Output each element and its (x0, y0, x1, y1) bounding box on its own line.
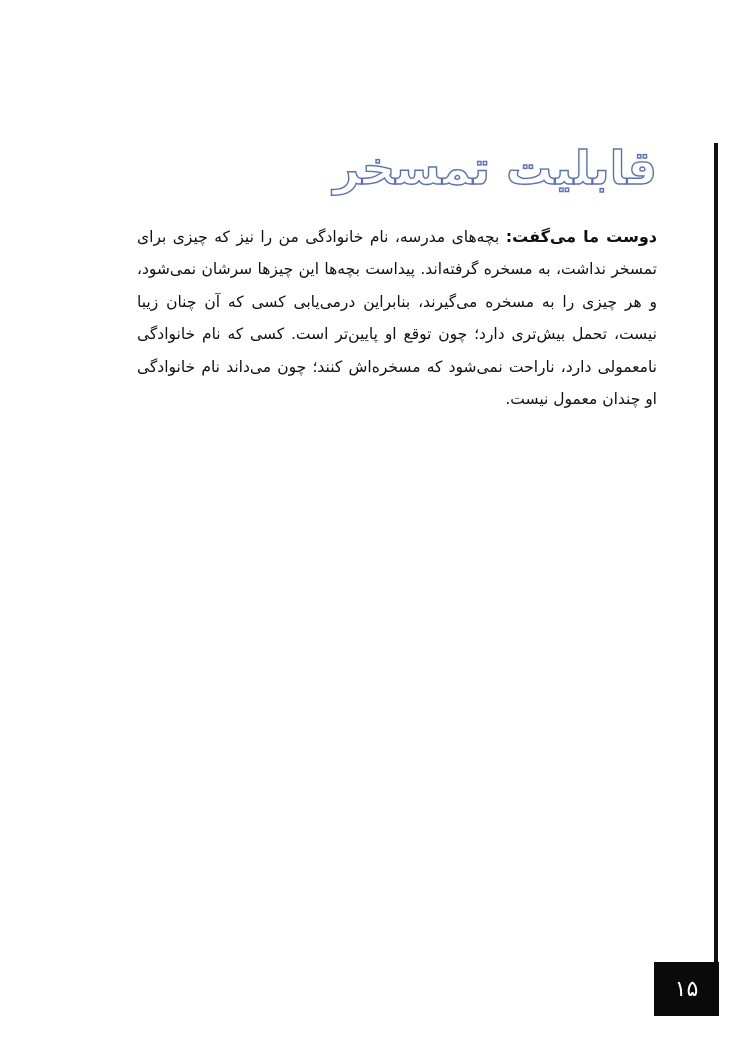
right-margin-rule (714, 143, 718, 965)
paragraph-lead: دوست ما می‌گفت: (505, 226, 657, 246)
paragraph-text: بچه‌های مدرسه، نام خانوادگی من را نیز که چیزی برای تمسخر نداشت، به مسخره گرفته‌اند. پیداست بچه‌ها این چیزها سرشان نمی‌شود، و هر چیزی را به مسخره می‌گیرند، بنابراین درمی‌یابی کسی که آن چنان زیبا نیست، تحمل بیش‌تری دارد؛ چون توقع او پایین‌تر است. کسی که نام خانوادگی نامعمولی دارد، ناراحت نمی‌شود که مسخره‌اش کنند؛ چون می‌داند نام خانوادگی او چندان معمول نیست. (137, 227, 657, 408)
page-number: ۱۵ (674, 976, 699, 1002)
body-paragraph (137, 221, 657, 416)
section-title: قابلیت تمسخر (333, 141, 657, 195)
page-number-box (654, 962, 719, 1016)
